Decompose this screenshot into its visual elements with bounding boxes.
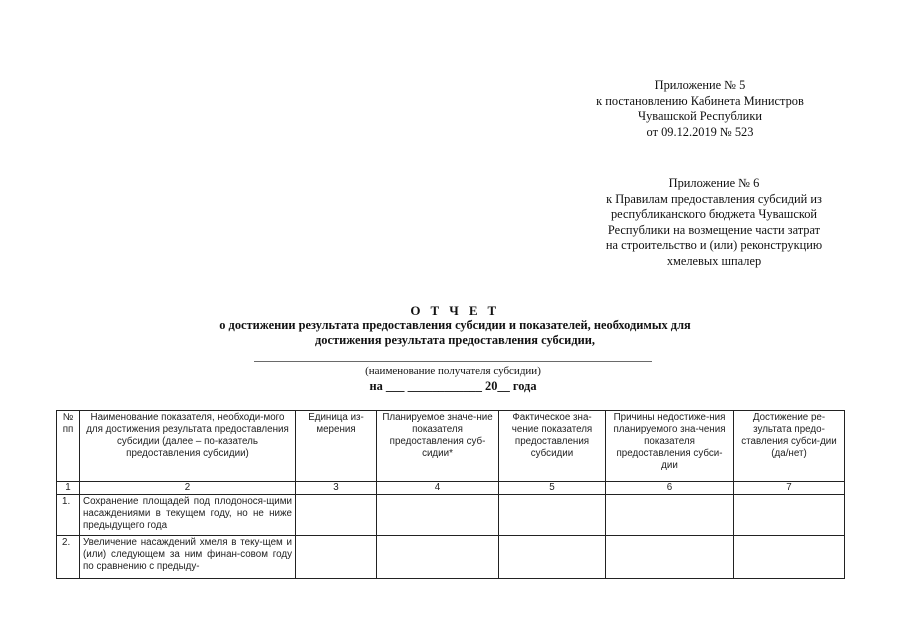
row-indicator-name: Сохранение площадей под плодонося-щими насаждениями в текущем году, но не ниже предыдущего года <box>80 495 296 536</box>
appendix-6-line: к Правилам предоставления субсидий из <box>606 191 822 206</box>
column-number: 2 <box>80 482 296 495</box>
appendix-6-line: республиканского бюджета Чувашской <box>610 207 818 222</box>
row-indicator-name: Увеличение насаждений хмеля в теку-щем и (или) следующем за ним финан-совом году по сравнению с предыду- <box>80 536 296 579</box>
report-subtitle-line-1: о достижении результата предоставления субсидии и показателей, необходимых для <box>219 318 691 332</box>
appendix-6-line: Приложение № 6 <box>668 176 760 190</box>
column-header-actual-value: Фактическое зна-чение показателя предоставления субсидии <box>499 411 606 482</box>
row-index: 1. <box>57 495 80 536</box>
cell-reasons <box>606 495 734 536</box>
column-number: 6 <box>606 482 734 495</box>
column-number: 3 <box>296 482 377 495</box>
appendix-6-line: на строительство и (или) реконструкцию <box>605 238 823 253</box>
appendix-5-block <box>580 78 820 140</box>
column-header-reasons: Причины недостиже-ния планируемого зна-чения показателя предоставления субси-дии <box>606 411 734 482</box>
cell-actual-value <box>499 495 606 536</box>
cell-unit <box>296 495 377 536</box>
report-heading <box>150 303 760 348</box>
appendix-5-line: Чувашской Республики <box>638 109 762 124</box>
column-number: 7 <box>734 482 845 495</box>
cell-reasons <box>606 536 734 579</box>
column-number-row <box>57 482 845 495</box>
appendix-6-block <box>580 176 848 270</box>
column-header-achievement: Достижение ре-зультата предо-ставления субси-дии (да/нет) <box>734 411 845 482</box>
report-title: О Т Ч Е Т <box>410 303 500 318</box>
column-header-number: № пп <box>57 411 80 482</box>
column-header-unit: Единица из-мерения <box>296 411 377 482</box>
cell-unit <box>296 536 377 579</box>
cell-achievement <box>734 536 845 579</box>
cell-achievement <box>734 495 845 536</box>
recipient-name-blank-line <box>254 361 652 362</box>
appendix-6-line: хмелевых шпалер <box>666 253 762 268</box>
cell-planned-value <box>377 536 499 579</box>
report-year-line: на ___ ____________ 20__ года <box>369 379 537 393</box>
column-header-planned-value: Планируемое значе-ние показателя предоставления суб-сидии* <box>377 411 499 482</box>
appendix-6-line: Республики на возмещение части затрат <box>607 222 821 237</box>
table-header-row <box>57 411 845 482</box>
table-row <box>57 536 845 579</box>
appendix-5-line: к постановлению Кабинета Министров <box>596 93 804 108</box>
appendix-5-line: Приложение № 5 <box>654 78 746 92</box>
column-number: 4 <box>377 482 499 495</box>
recipient-caption: (наименование получателя субсидии) <box>365 365 541 377</box>
cell-actual-value <box>499 536 606 579</box>
report-table <box>56 410 845 579</box>
report-subtitle-line-2: достижения результата предоставления субсидии, <box>315 333 595 347</box>
column-header-indicator-name: Наименование показателя, необходи-мого для достижения результата предоставления субсидии (далее – по-казатель предоставления субсидии) <box>80 411 296 482</box>
column-number: 1 <box>57 482 80 495</box>
appendix-5-line: от 09.12.2019 № 523 <box>646 124 754 139</box>
table-row <box>57 495 845 536</box>
column-number: 5 <box>499 482 606 495</box>
cell-planned-value <box>377 495 499 536</box>
row-index: 2. <box>57 536 80 579</box>
